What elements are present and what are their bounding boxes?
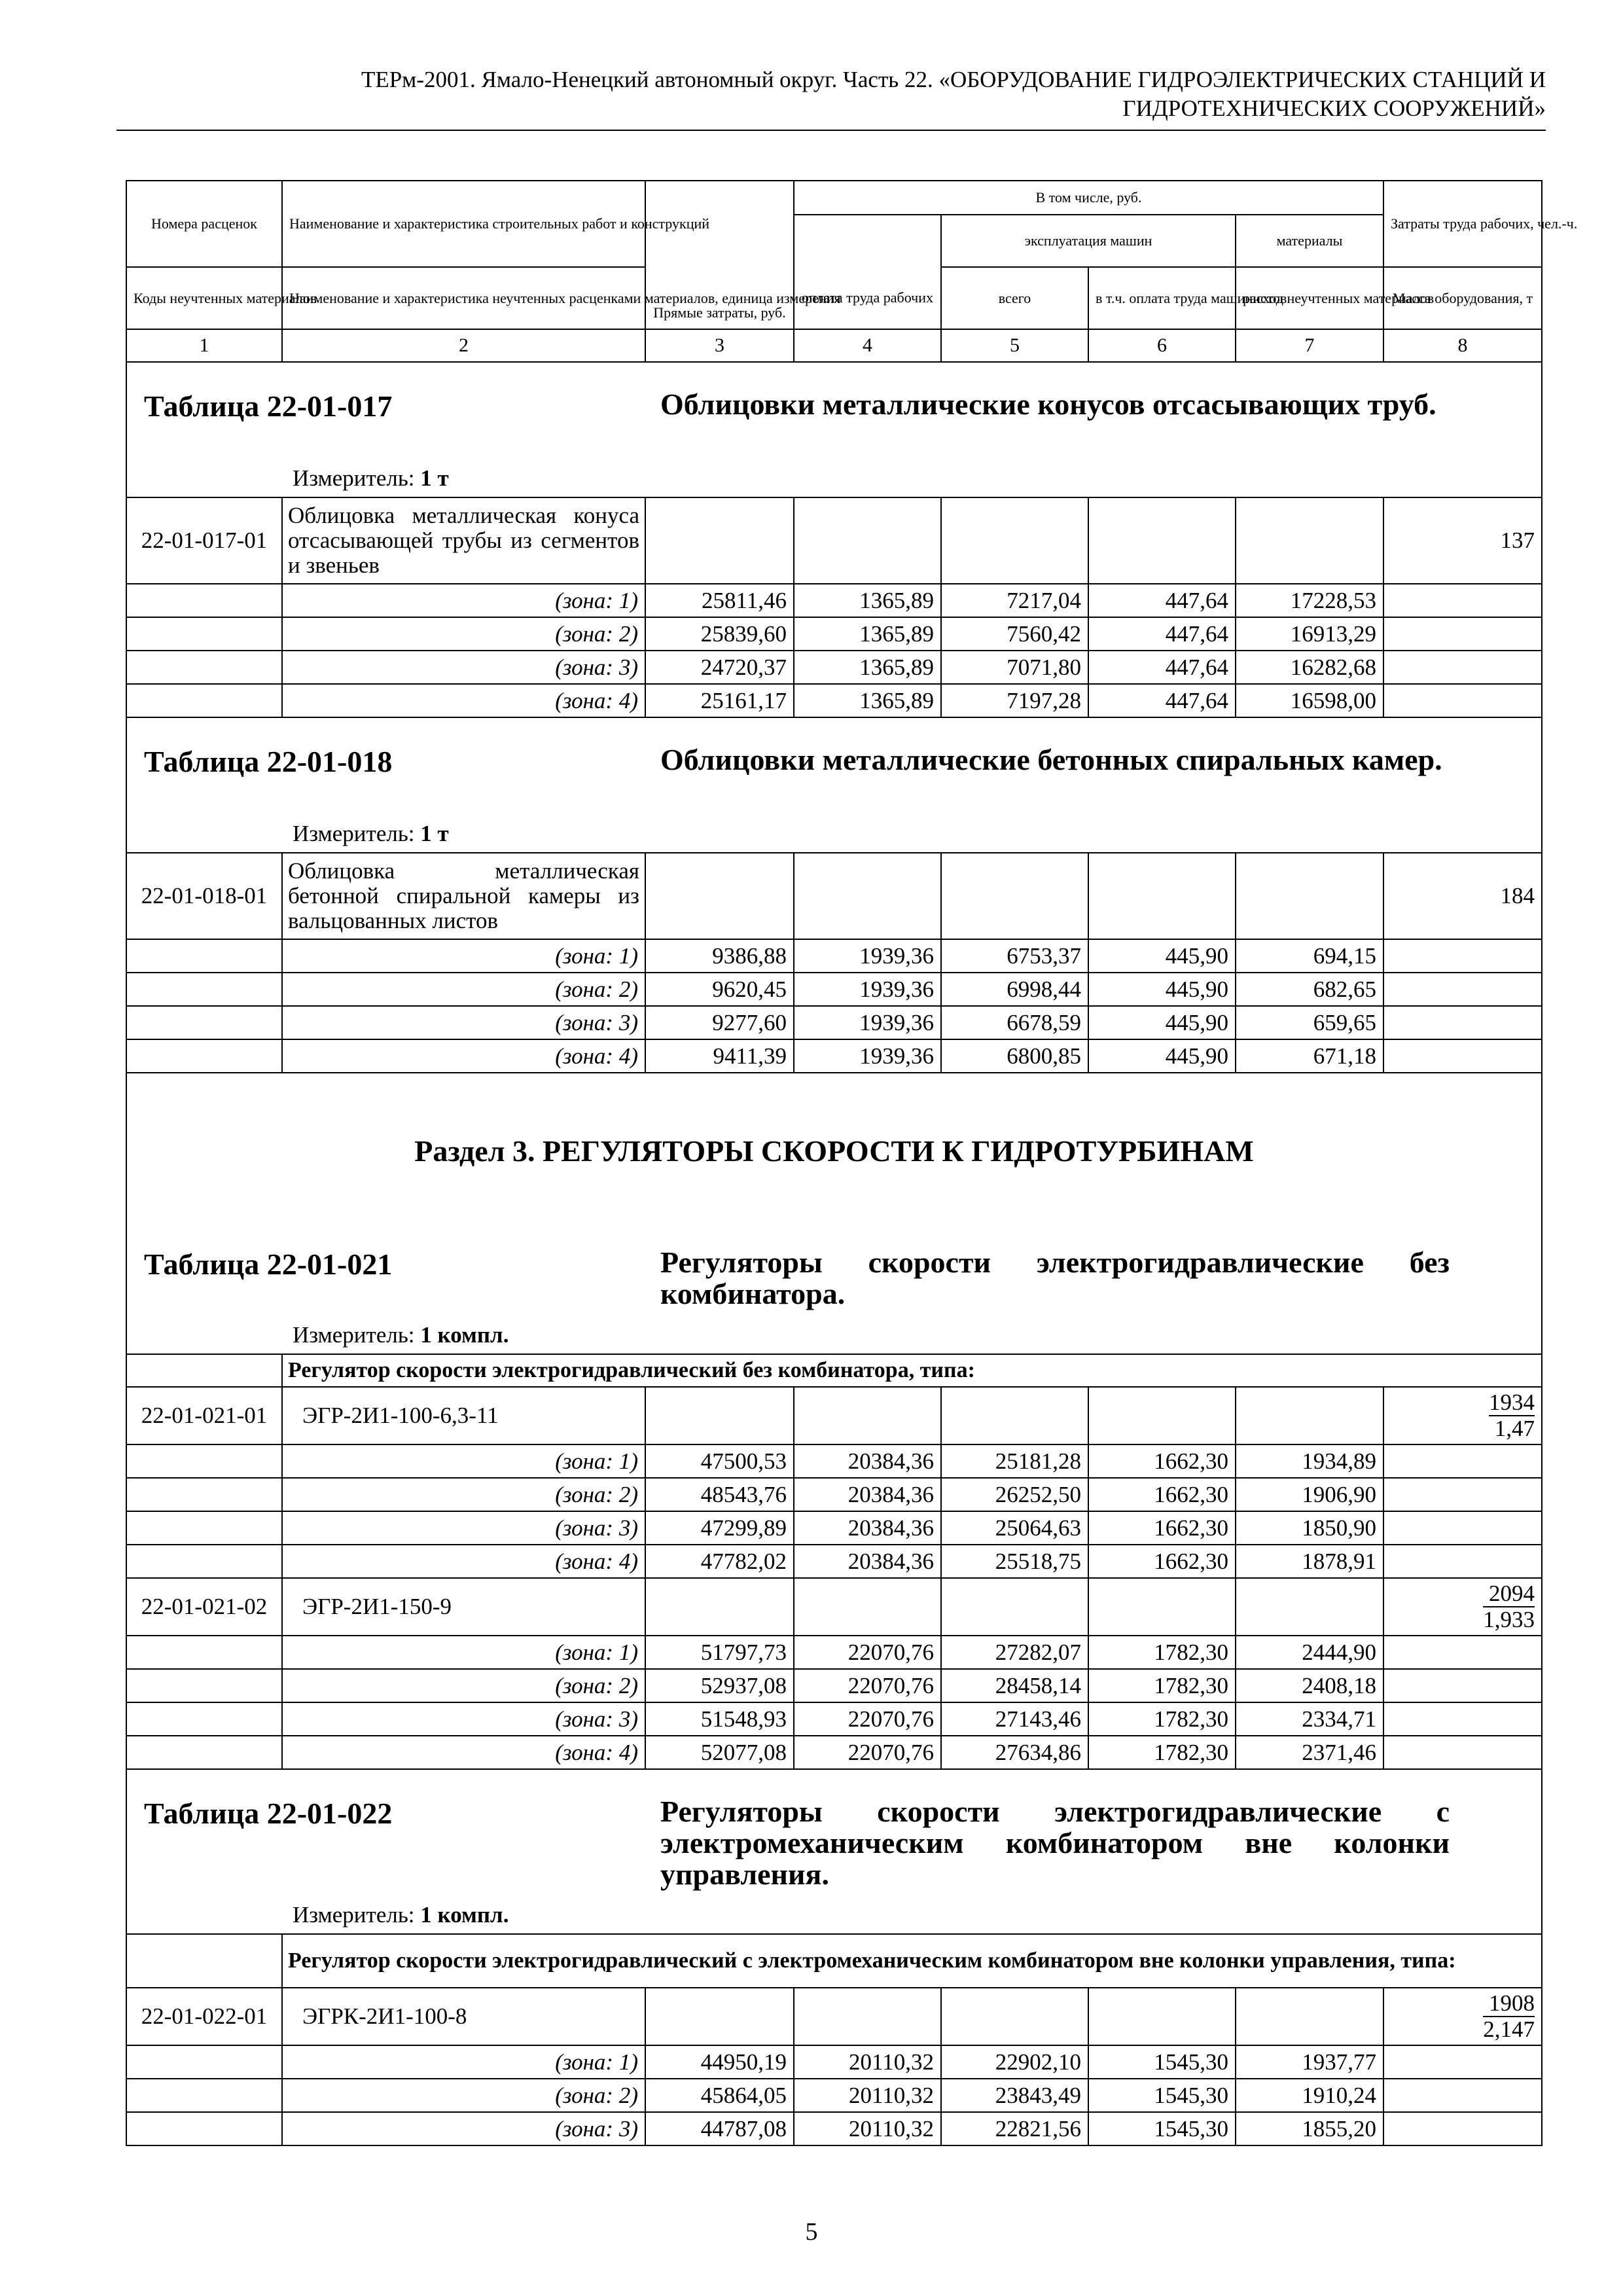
table-17-measure: Измеритель: 1 т: [293, 465, 449, 491]
col-num: 4: [794, 329, 941, 362]
header-divider: [116, 130, 1546, 131]
cell: 20384,36: [794, 1478, 941, 1511]
cell: 22821,56: [941, 2112, 1088, 2145]
cell: 16598,00: [1236, 684, 1383, 717]
table-22-title: Регуляторы скорости электрогидравлические с электромеханическим комбинатором вне колонки управления.: [660, 1795, 1450, 1891]
cell: 1365,89: [794, 617, 941, 651]
rate-description: Облицовка металлическая конуса отсасывающей трубы из сегментов и звеньев: [282, 497, 645, 584]
cell: 25064,63: [941, 1511, 1088, 1545]
cell: 44950,19: [645, 2045, 794, 2079]
cell: 27634,86: [941, 1736, 1088, 1769]
cell: 23843,49: [941, 2079, 1088, 2112]
cell: 22070,76: [794, 1669, 941, 1702]
cell: 25811,46: [645, 584, 794, 617]
cell: 9277,60: [645, 1006, 794, 1039]
cell: 17228,53: [1236, 584, 1383, 617]
labor-mass-fraction: $\frac{1908}{2,147}$: [1383, 1988, 1542, 2045]
table-22-measure: Измеритель: 1 компл.: [293, 1902, 509, 1928]
col-total: всего: [941, 267, 1088, 329]
cell: 1365,89: [794, 651, 941, 684]
cell: 22070,76: [794, 1736, 941, 1769]
col-including: В том числе, руб.: [794, 181, 1383, 215]
cell: 22070,76: [794, 1702, 941, 1736]
col-wages: оплата труда рабочих: [794, 267, 941, 329]
cell: 671,18: [1236, 1039, 1383, 1073]
cell: 25181,28: [941, 1444, 1088, 1478]
cell: 1545,30: [1088, 2112, 1236, 2145]
table-21-measure: Измеритель: 1 компл.: [293, 1322, 509, 1348]
cell: 7197,28: [941, 684, 1088, 717]
cell: 52077,08: [645, 1736, 794, 1769]
cell: 27282,07: [941, 1636, 1088, 1669]
rate-code: 22-01-021-02: [126, 1578, 282, 1636]
cell: 1939,36: [794, 973, 941, 1006]
zone-label: (зона: 1): [282, 1444, 645, 1478]
table-22-heading: [126, 1769, 1542, 1934]
cell: 20384,36: [794, 1511, 941, 1545]
cell: 447,64: [1088, 584, 1236, 617]
cell: 1365,89: [794, 684, 941, 717]
rate-description: ЭГРК-2И1-100-8: [282, 1988, 645, 2045]
cell: 445,90: [1088, 939, 1236, 973]
col-spacer: [794, 215, 941, 267]
cell: 447,64: [1088, 684, 1236, 717]
rate-code: 22-01-021-01: [126, 1387, 282, 1444]
cell: 20110,32: [794, 2079, 941, 2112]
table-18-measure: Измеритель: 1 т: [293, 821, 449, 846]
cell: 47500,53: [645, 1444, 794, 1478]
cell: 47299,89: [645, 1511, 794, 1545]
cell: 9620,45: [645, 973, 794, 1006]
cell: 2334,71: [1236, 1702, 1383, 1736]
section-title: Раздел 3. РЕГУЛЯТОРЫ СКОРОСТИ К ГИДРОТУРБИНАМ: [414, 1134, 1254, 1168]
cell: 7560,42: [941, 617, 1088, 651]
cell: 1939,36: [794, 1006, 941, 1039]
cell: 1910,24: [1236, 2079, 1383, 2112]
cell: 6753,37: [941, 939, 1088, 973]
table-22-name: Таблица 22-01-022: [144, 1797, 393, 1830]
cell: 16282,68: [1236, 651, 1383, 684]
table-17-heading: [126, 362, 1542, 497]
zone-label: (зона: 2): [282, 973, 645, 1006]
cell: 47782,02: [645, 1545, 794, 1578]
rate-code: 22-01-017-01: [126, 497, 282, 584]
rate-description: ЭГР-2И1-150-9: [282, 1578, 645, 1636]
table-17-title: Облицовки металлические конусов отсасывающих труб.: [660, 387, 1436, 421]
cell: 1878,91: [1236, 1545, 1383, 1578]
header-line-2: ГИДРОТЕХНИЧЕСКИХ СООРУЖЕНИЙ»: [1122, 96, 1546, 121]
cell: 694,15: [1236, 939, 1383, 973]
col-name-top: Наименование и характеристика строительных работ и конструкций: [282, 181, 645, 267]
cell: 2408,18: [1236, 1669, 1383, 1702]
mass-value: 184: [1383, 853, 1542, 939]
table-21-name: Таблица 22-01-021: [144, 1247, 393, 1281]
cell: 1782,30: [1088, 1669, 1236, 1702]
table-17-name: Таблица 22-01-017: [144, 389, 393, 423]
col-num: 2: [282, 329, 645, 362]
col-machine-op: эксплуатация машин: [941, 215, 1236, 267]
labor-mass-fraction: $\frac{1934}{1,47}$: [1383, 1387, 1542, 1444]
cell: 28458,14: [941, 1669, 1088, 1702]
cell: 1939,36: [794, 939, 941, 973]
table-18-title: Облицовки металлические бетонных спиральных камер.: [660, 743, 1442, 776]
table-18-heading: [126, 717, 1542, 853]
col-incl-wages: в т.ч. оплата труда машинистов: [1088, 267, 1236, 329]
cell: 1934,89: [1236, 1444, 1383, 1478]
cell: 45864,05: [645, 2079, 794, 2112]
cell: 16913,29: [1236, 617, 1383, 651]
header-line-1: ТЕРм-2001. Ямало-Ненецкий автономный округ. Часть 22. «ОБОРУДОВАНИЕ ГИДРОЭЛЕКТРИЧЕСКИХ СТАНЦИЙ И: [361, 67, 1546, 92]
zone-label: (зона: 4): [282, 1545, 645, 1578]
zone-label: (зона: 4): [282, 684, 645, 717]
zone-label: (зона: 1): [282, 1636, 645, 1669]
col-unaccounted: расход неучтенных материалов: [1236, 267, 1383, 329]
zone-label: (зона: 4): [282, 1736, 645, 1769]
zone-label: (зона: 3): [282, 1006, 645, 1039]
zone-label: (зона: 1): [282, 2045, 645, 2079]
cell: 9411,39: [645, 1039, 794, 1073]
cell: 1939,36: [794, 1039, 941, 1073]
cell: 20110,32: [794, 2045, 941, 2079]
section-3-heading: [126, 1073, 1542, 1354]
col-num: 5: [941, 329, 1088, 362]
rates-table: [126, 180, 1578, 2146]
cell: 6998,44: [941, 973, 1088, 1006]
cell: 9386,88: [645, 939, 794, 973]
col-name-bottom: Наименование и характеристика неучтенных расценками материалов, единица измерения: [282, 267, 645, 329]
cell: 1365,89: [794, 584, 941, 617]
zone-label: (зона: 2): [282, 2079, 645, 2112]
zone-label: (зона: 3): [282, 2112, 645, 2145]
col-labor: Затраты труда рабочих, чел.-ч.: [1383, 181, 1542, 267]
cell: 51548,93: [645, 1702, 794, 1736]
zone-label: (зона: 2): [282, 1669, 645, 1702]
table-18-name: Таблица 22-01-018: [144, 745, 393, 778]
cell: 26252,50: [941, 1478, 1088, 1511]
col-codes: Коды неучтенных материалов: [126, 267, 282, 329]
cell: 447,64: [1088, 617, 1236, 651]
cell: 52937,08: [645, 1669, 794, 1702]
page-number: 5: [805, 2218, 818, 2246]
cell: 1782,30: [1088, 1736, 1236, 1769]
col-num: 8: [1383, 329, 1542, 362]
cell: 445,90: [1088, 973, 1236, 1006]
col-num: 3: [645, 329, 794, 362]
col-num: 6: [1088, 329, 1236, 362]
rate-description: ЭГР-2И1-100-6,3-11: [282, 1387, 645, 1444]
cell: 2371,46: [1236, 1736, 1383, 1769]
cell: 25839,60: [645, 617, 794, 651]
cell: 1906,90: [1236, 1478, 1383, 1511]
col-num: 1: [126, 329, 282, 362]
zone-label: (зона: 2): [282, 1478, 645, 1511]
cell: 682,65: [1236, 973, 1383, 1006]
cell: 1545,30: [1088, 2079, 1236, 2112]
cell: 1662,30: [1088, 1511, 1236, 1545]
cell: 6800,85: [941, 1039, 1088, 1073]
cell: 27143,46: [941, 1702, 1088, 1736]
zone-label: (зона: 2): [282, 617, 645, 651]
cell: 1782,30: [1088, 1636, 1236, 1669]
col-rate-numbers: Номера расценок: [126, 181, 282, 267]
cell: 25161,17: [645, 684, 794, 717]
zone-label: (зона: 1): [282, 939, 645, 973]
col-materials: материалы: [1236, 215, 1383, 267]
cell: 447,64: [1088, 651, 1236, 684]
zone-label: (зона: 4): [282, 1039, 645, 1073]
cell: 1850,90: [1236, 1511, 1383, 1545]
rate-description: Облицовка металлическая бетонной спиральной камеры из вальцованных листов: [282, 853, 645, 939]
cell: 7217,04: [941, 584, 1088, 617]
cell: 51797,73: [645, 1636, 794, 1669]
cell: 1937,77: [1236, 2045, 1383, 2079]
col-mass: Масса оборудования, т: [1383, 267, 1542, 329]
cell: 48543,76: [645, 1478, 794, 1511]
zone-label: (зона: 3): [282, 1511, 645, 1545]
cell: 659,65: [1236, 1006, 1383, 1039]
cell: 1855,20: [1236, 2112, 1383, 2145]
mass-value: 137: [1383, 497, 1542, 584]
cell: 44787,08: [645, 2112, 794, 2145]
table-21-subheading: Регулятор скорости электрогидравлический без комбинатора, типа:: [282, 1354, 1542, 1387]
cell: 1662,30: [1088, 1478, 1236, 1511]
cell: 22070,76: [794, 1636, 941, 1669]
cell: 25518,75: [941, 1545, 1088, 1578]
cell: 20384,36: [794, 1545, 941, 1578]
cell: 2444,90: [1236, 1636, 1383, 1669]
cell: 445,90: [1088, 1039, 1236, 1073]
cell: 6678,59: [941, 1006, 1088, 1039]
col-direct: Прямые затраты, руб.: [645, 181, 794, 329]
table-22-subheading: Регулятор скорости электрогидравлический с электромеханическим комбинатором вне колонки управления, типа:: [282, 1934, 1542, 1988]
rate-code: 22-01-018-01: [126, 853, 282, 939]
cell: 24720,37: [645, 651, 794, 684]
cell: 1545,30: [1088, 2045, 1236, 2079]
zone-label: (зона: 3): [282, 1702, 645, 1736]
col-num: 7: [1236, 329, 1383, 362]
zone-label: (зона: 1): [282, 584, 645, 617]
cell: 20110,32: [794, 2112, 941, 2145]
table-21-title: Регуляторы скорости электрогидравлические без комбинатора.: [660, 1246, 1450, 1310]
cell: 20384,36: [794, 1444, 941, 1478]
cell: 445,90: [1088, 1006, 1236, 1039]
cell: 22902,10: [941, 2045, 1088, 2079]
page-header: [116, 65, 1546, 123]
cell: 1662,30: [1088, 1444, 1236, 1478]
cell: 1782,30: [1088, 1702, 1236, 1736]
rate-code: 22-01-022-01: [126, 1988, 282, 2045]
zone-label: (зона: 3): [282, 651, 645, 684]
cell: 7071,80: [941, 651, 1088, 684]
labor-mass-fraction: $\frac{2094}{1,933}$: [1383, 1578, 1542, 1636]
cell: 1662,30: [1088, 1545, 1236, 1578]
